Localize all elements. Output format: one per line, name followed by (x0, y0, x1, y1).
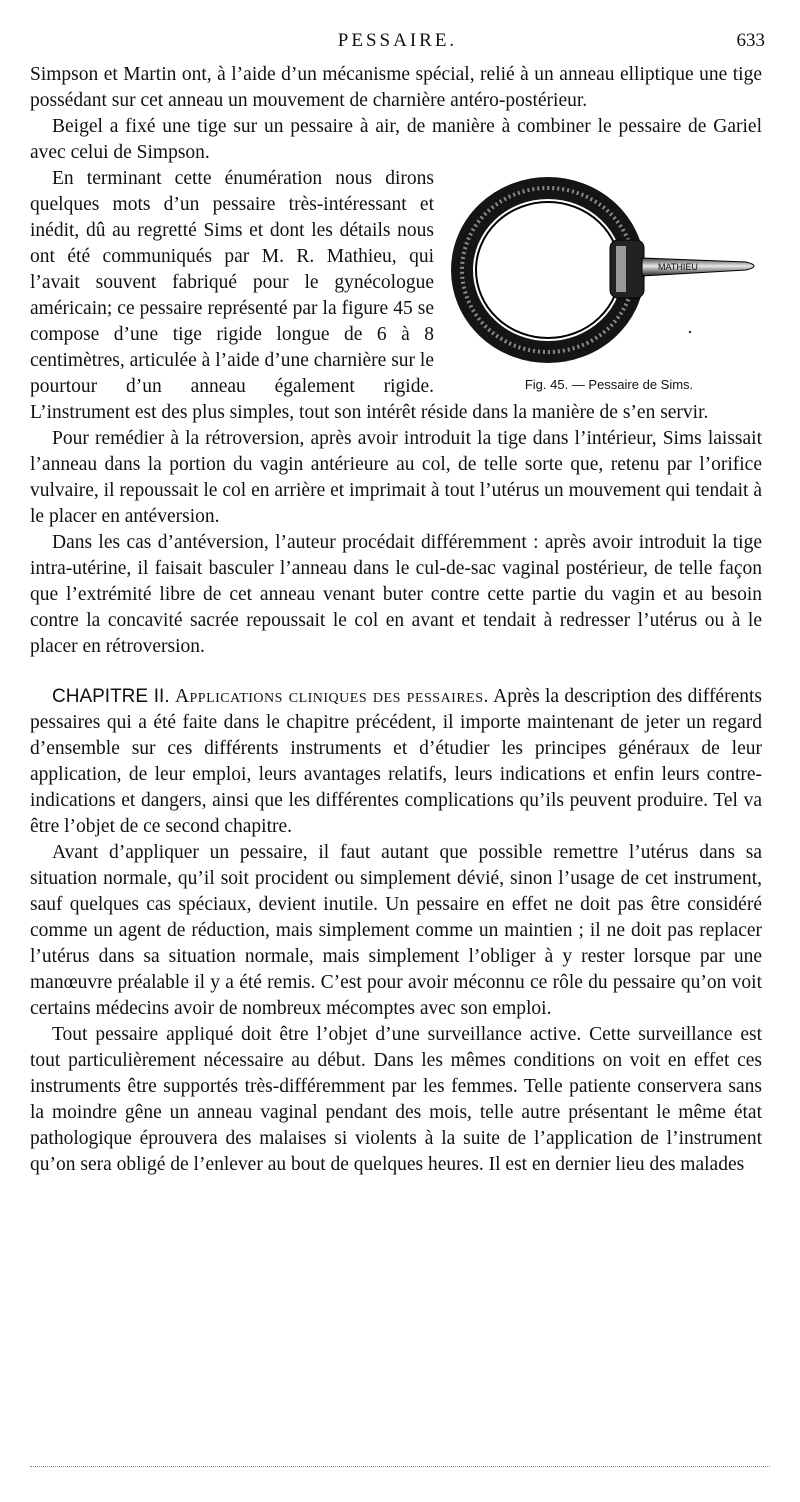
body-text (30, 62, 762, 1178)
paragraph-anteversion: Dans les cas d’antéversion, l’auteur procédait différemment : après avoir introduit la tige intra-utérine, il faisait basculer l’anneau dans le cul-de-sac vaginal postérieur, de telle façon que l’extrémité libre de cet anneau venant buter contre cette partie du vagin et au besoin contre la concavité sacrée repoussait le col en avant et tendait à redresser l’utérus ou à le placer en rétroversion. (30, 532, 762, 657)
hinge-block (610, 240, 644, 298)
paragraph-application: Avant d’appliquer un pessaire, il faut autant que possible remettre l’utérus dans sa situation normale, qu’il soit procident ou simplement dévié, sinon l’usage de cet instrument, sauf quelques cas spéciaux, devient inutile. Un pessaire en effet ne doit pas être considéré comme un agent de réduction, mais simplement comme un maintien ; il ne doit pas replacer l’utérus dans sa situation normale, mais simplement l’obliger à y rester lorsque par une manœuvre préalable il y a été remis. C’est pour avoir méconnu ce rôle du pessaire qu’on voit certains médecins avoir de nombreux mécomptes avec son emploi. (30, 842, 762, 1019)
chapter-number: CHAPITRE II. (52, 686, 170, 707)
figure-pessaire-de-sims (450, 170, 768, 398)
speck (689, 331, 691, 333)
page-header (30, 30, 765, 58)
pessary-illustration (450, 170, 768, 370)
chapter-intro: Après la description des différents pessaires qui a été faite dans le chapitre précédent, il importe maintenant de jeter un regard d’ensemble sur ces différents instruments et d’étudier les principes généraux de leur application, de leur emploi, leurs avantages relatifs, leurs indications et enfin leurs contre-indications et dangers, ainsi que les différentes complications qu’ils peuvent produire. Tel va être l’objet de ce second chapitre. (30, 686, 762, 837)
paragraph-beigel: Beigel a fixé une tige sur un pessaire à air, de manière à combiner le pessaire de Gariel avec celui de Simpson. (30, 116, 762, 163)
paragraph-surveillance: Tout pessaire appliqué doit être l’objet d’une surveillance active. Cette surveillance est tout particulièrement nécessaire au début. Dans les mêmes conditions on voit en effet ces instruments être supportés très-différemment par les femmes. Telle patiente conservera sans la moindre gêne un anneau vaginal pendant des mois, telle autre présentant le même état pathologique éprouvera des malaises si violents à la suite de l’application de l’instrument qu’on sera obligé de l’enlever au bout de quelques heures. Il est en dernier lieu des malades (30, 1024, 762, 1175)
running-head: PESSAIRE. (337, 30, 458, 51)
footer-dotted-rule (30, 1466, 770, 1467)
ring-inner-opening (476, 202, 620, 338)
figure-caption: Fig. 45. — Pessaire de Sims. (524, 377, 694, 392)
mathieu-stamp: MATHIEU (658, 262, 698, 272)
page-number: 633 (736, 30, 765, 51)
hinge-highlight (616, 246, 626, 292)
paragraph-retroversion: Pour remédier à la rétroversion, après avoir introduit la tige dans l’intérieur, Sims laissait l’anneau dans la portion du vagin antérieure au col, de telle sorte que, retenu par l’orifice vulvaire, il repoussait le col en arrière et imprimait à tout l’utérus un mouvement qui tendait à le placer en antéversion. (30, 428, 762, 527)
paragraph-simpson-martin: Simpson et Martin ont, à l’aide d’un mécanisme spécial, relié à un anneau elliptique une tige possédant sur cet anneau un mouvement de charnière antéro-postérieur. (30, 64, 762, 111)
paragraph-sims-pessary: En terminant cette énumération nous dirons quelques mots d’un pessaire très-intéressant et inédit, dû au regretté Sims et dont les détails nous ont été communiqués par M. R. Mathieu, qui l’avait souvent fabriqué pour le gynécologue américain; ce pessaire représenté par la figure 45 se compose d’une tige rigide longue de 6 à 8 centimètres, articulée à l’aide d’une charnière sur le pourtour d’un anneau également rigide. L’instrument est des plus simples, tout son intérêt réside dans la manière de s’en servir. (30, 168, 709, 423)
chapter-opening (30, 684, 762, 840)
chapter-title: Applications cliniques des pessaires. (174, 686, 489, 707)
